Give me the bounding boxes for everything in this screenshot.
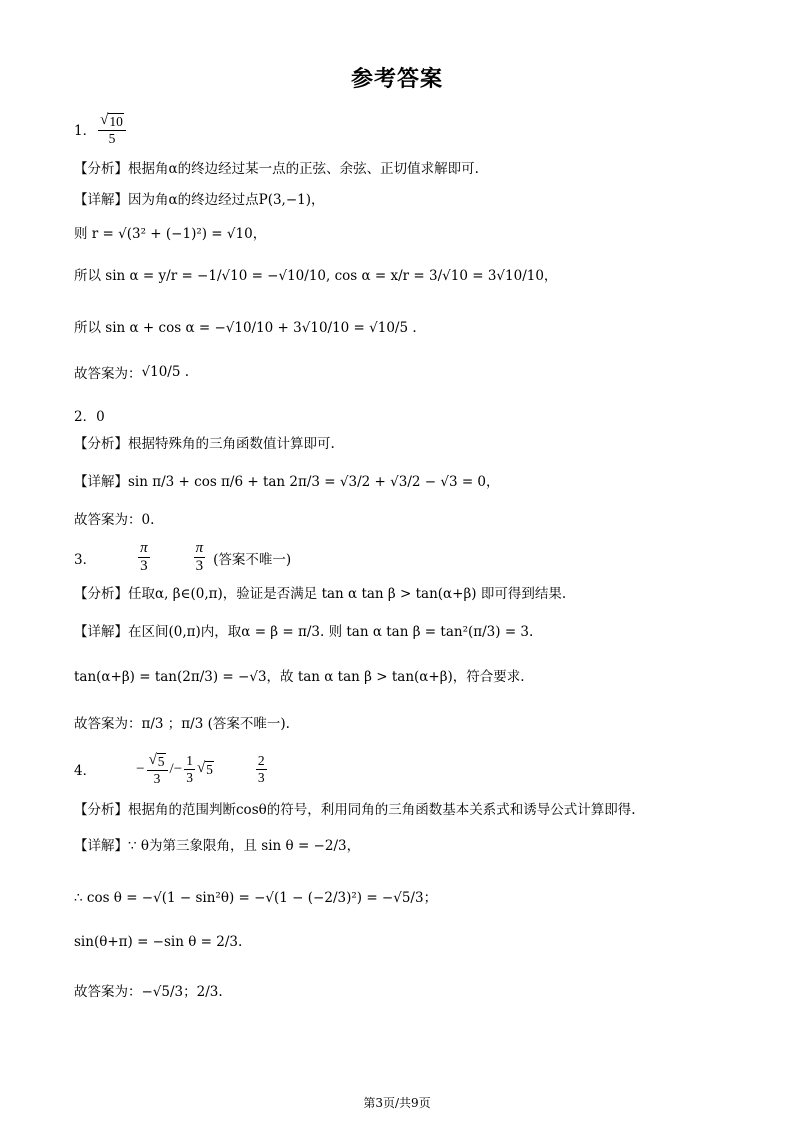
page-title: 参考答案 — [350, 67, 443, 92]
q4-line2: ∴ cos θ = −√(1 − sin²θ) = −√(1 − (−2/3)²) = −√5/3； — [74, 890, 438, 906]
q2-detail: 【详解】 sin π/3 + cos π/6 + tan 2π/3 = √3/2 + √3/2 − √3 = 0， — [74, 474, 500, 490]
page-footer: 第3页/共9页 — [363, 1096, 431, 1110]
q3-conclusion: 故答案为：π/3 ；π/3 (答案不唯一). — [74, 716, 290, 732]
q3-answer: 3． $\frac{\pi}{3}$ $\frac{\pi}{3}$ (答案不唯一) — [74, 540, 292, 575]
q3-detail: 【详解】 在区间(0,π)内，取α = β = π/3. 则 tan α tan β = tan²(π/3) = 3. — [74, 624, 534, 640]
q4-answer: 4． − √ 5 3 /− $\frac{1}{3}$ √ 5 $\frac{2}{3}$ — [74, 752, 265, 786]
q3-line2: tan(α+β) = tan(2π/3) = −√3，故 tan α tan β > tan(α+β)，符合要求. — [74, 669, 525, 685]
q3-analysis: 【分析】 任取α, β∈(0,π)，验证是否满足 tan α tan β > tan(α+β) 即可得到结果. — [74, 586, 567, 602]
q1-answer: 1． √ 10 5 — [74, 112, 128, 146]
q4-detail: 【详解】 ∵ θ为第三象限角，且 sin θ = −2/3， — [74, 838, 361, 854]
q1-answer-fraction: √ 10 5 — [98, 112, 126, 146]
q1-conclusion: 故答案为： √10/5 . — [74, 364, 190, 382]
q1-radius-line: 则 r = √(3² + (−1)²) = √10， — [74, 226, 267, 242]
q1-analysis: 【分析】 根据角α的终边经过某一点的正弦、余弦、正切值求解即可. — [74, 161, 479, 177]
q4-line3: sin(θ+π) = −sin θ = 2/3. — [74, 934, 243, 950]
q2-analysis: 【分析】 根据特殊角的三角函数值计算即可. — [74, 436, 335, 452]
q1-sincos-line: 所以 sin α = y/r = −1/√10 = −√10/10, cos α = x/r = 3/√10 = 3√10/10， — [74, 268, 558, 284]
q2-answer: 2．0 — [74, 409, 105, 425]
q4-analysis: 【分析】 根据角的范围判断cosθ的符号，利用同角的三角函数基本关系式和诱导公式计算即得. — [74, 802, 636, 818]
q4-conclusion: 故答案为：−√5/3；2/3. — [74, 984, 223, 1000]
q1-detail: 【详解】 因为角α的终边经过点P(3,−1)， — [74, 192, 325, 208]
q1-sum-line: 所以 sin α + cos α = −√10/10 + 3√10/10 = √10/5 . — [74, 320, 417, 336]
q2-conclusion: 故答案为：0. — [74, 512, 155, 528]
